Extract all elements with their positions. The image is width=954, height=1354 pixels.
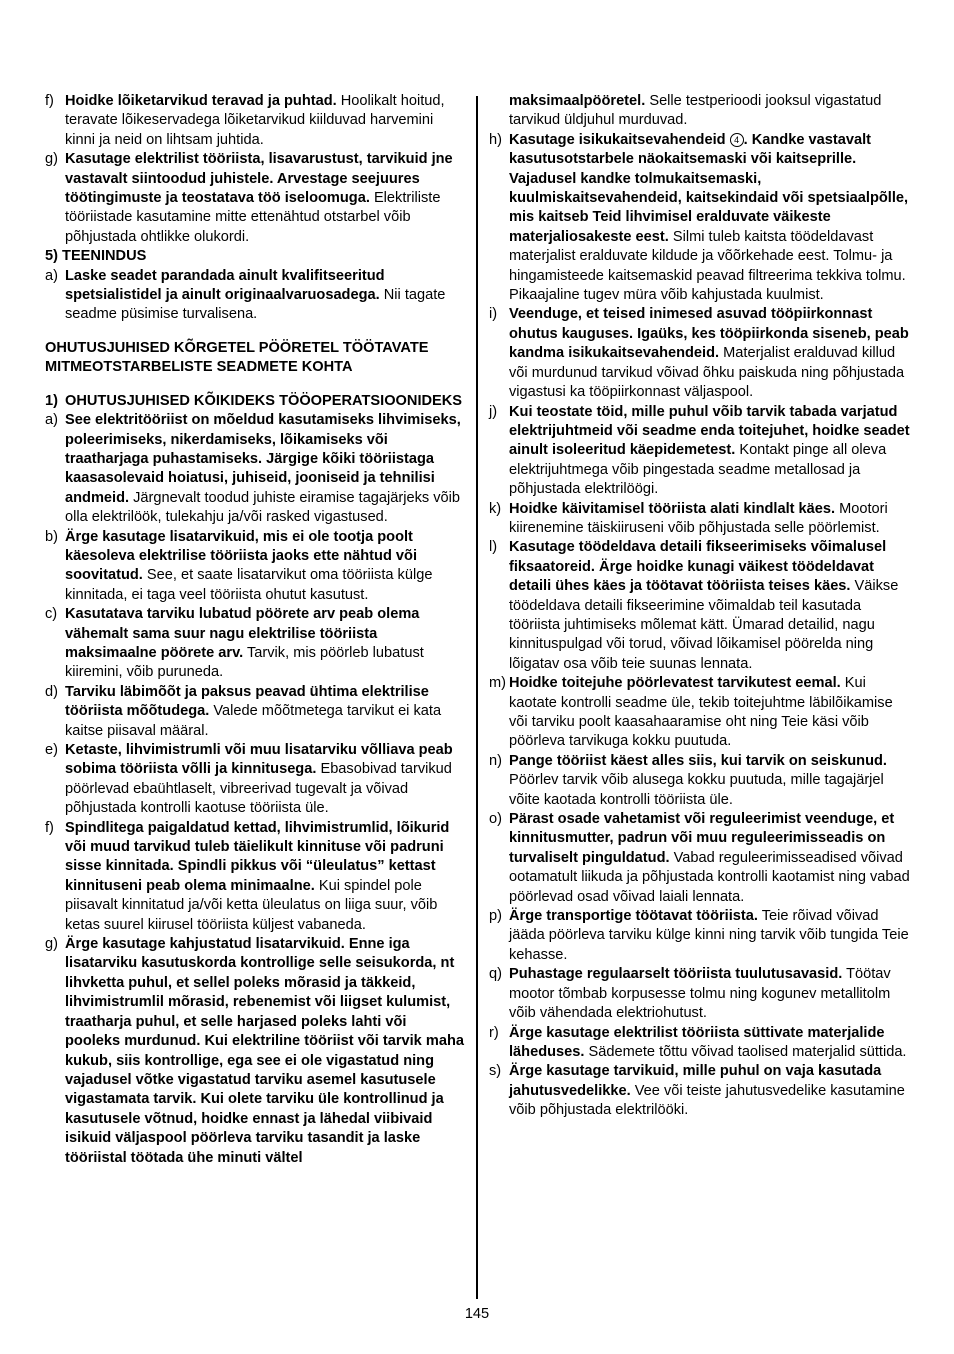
page-number: 145 — [464, 1306, 490, 1322]
item-bold-text: Hoidke lõiketarvikud teravad ja puhtad. — [65, 93, 337, 109]
item-text — [509, 403, 911, 500]
item-text — [509, 500, 911, 539]
list-item-m-cord-clear — [489, 674, 911, 752]
section-heading: OHUTUSJUHISED KÕRGETEL PÖÖRETEL TÖÖTAVATE MITMEOTSTARBELISTE SEADMETE KOHTA — [45, 339, 429, 376]
list-item-j-insulated-grips — [489, 403, 911, 500]
sub-heading-number: 1) — [45, 392, 58, 409]
item-text — [509, 674, 911, 752]
item-normal-text: Valede mõõtmetega tarvikut ei kata kaitse piisaval määral. — [65, 703, 442, 739]
item-text — [65, 605, 465, 683]
item-text — [65, 150, 465, 247]
list-item-q-air-vents — [489, 965, 911, 1023]
item-normal-text: Nii tagate seadme püsimise turvalisena. — [65, 287, 446, 323]
item-normal-text: Materjalist eralduvad killud või murdunud tarvikud võivad õhku paiskuda ning põhjustada vigastusi ka tööpiirkonnast väljaspool. — [509, 345, 905, 401]
item-text — [509, 907, 911, 965]
item-text — [509, 538, 911, 674]
list-item-f-mandrel-mounted — [45, 819, 465, 935]
list-item-o-adjustments — [489, 810, 911, 907]
item-marker: n) — [489, 752, 502, 769]
item-marker: j) — [489, 403, 498, 420]
item-normal-text: Hoolikalt hoitud, teravate lõikeservadega lõiketarvikud kiilduvad harvemini kinni ja neid on lihtsam juhtida. — [65, 93, 445, 148]
item-marker: a) — [45, 412, 58, 429]
item-normal-text: Vabad reguleerimisseadised võivad ootamatult liikuda ja põhjustada kontrolli kaotamist ning vabad pöörlevad osad võivad laiali lennata. — [509, 849, 910, 905]
item-normal-text: Kui kaotate kontrolli seadme üle, tekib toitejuhtme läbilõikamise või tarviku poolt kaasahaaramise oht ning Teie käsi võib pöörleva tarvikuga kokku puutuda. — [509, 675, 893, 750]
item-text — [65, 741, 465, 819]
item-normal-text: Kontakt pinge all oleva elektrijuhtmega võib pingestada seadme metallosad ja põhjustada elektrilöögi. — [509, 442, 887, 498]
item-text — [65, 267, 465, 325]
item-normal-text: Vee või teiste jahutusvedelike kasutamine võib põhjustada elektrilööki. — [509, 1082, 905, 1119]
item-marker: c) — [45, 606, 58, 623]
item-marker: k) — [489, 500, 502, 517]
item-normal-text: Töötav mootor tõmbab korpusesse tolmu ning kogunev metallitolm võib vähendada elektriohutust. — [509, 966, 891, 1022]
sub-heading-text: OHUTUSJUHISED KÕIKIDEKS TÖÖOPERATSIOONIDEKS — [65, 392, 463, 409]
item-bold-text: Puhastage regulaarselt tööriista tuulutusavasid. — [509, 966, 843, 983]
item-marker: m) — [489, 675, 507, 692]
list-item-g-use-per-instructions — [45, 150, 465, 247]
item-text — [509, 810, 911, 907]
item-text — [65, 92, 465, 150]
list-item-a-repair — [45, 267, 465, 325]
item-bold-text: Hoidke toitejuhe pöörlevatest tarvikutest eemal. — [509, 675, 841, 692]
item-text — [509, 131, 911, 306]
item-normal-text: Pöörlev tarvik võib alusega kokku puutuda, mille tagajärjel võite kaotada kontrolli tööriista üle. — [509, 772, 884, 808]
item-text — [65, 683, 465, 741]
item-text — [65, 411, 465, 527]
item-bold-text: maksimaalpööretel. — [509, 93, 646, 109]
item-bold-text: Kasutage isikukaitsevahendeid — [509, 131, 730, 148]
item-text — [509, 752, 911, 810]
item-marker: a) — [45, 267, 58, 284]
item-bold-text: Ärge transportige töötavat tööriista. — [509, 908, 758, 925]
item-bold-text: See elektritööriist on mõeldud kasutamiseks lihvimiseks, poleerimiseks, nikerdamiseks, lõikamiseks või traatharjaga puhastamiseks. Järgige kõiki tööriistaga kaasasolevaid hoiatusi, juhiseid, jooniseid ja tehnilisi andmeid. — [65, 412, 461, 506]
continued-text — [489, 92, 911, 131]
item-bold-text: Ketaste, lihvimistrumli või muu lisatarviku võlliava peab sobima tööriista võlli ja kinnitusega. — [65, 742, 453, 778]
item-marker: e) — [45, 742, 58, 758]
list-item-l-clamps — [489, 538, 911, 674]
service-heading: 5) TEENINDUS — [45, 248, 147, 265]
item-bold-text: Kui teostate töid, mille puhul võib tarvik tabada varjatud elektrijuhtmeid või seadme enda toitejuhet, hoidke seadet ainult isoleeritud käepidemetest. — [509, 403, 910, 459]
item-text — [65, 528, 465, 606]
item-normal-text: Kui spindel pole piisavalt kinnitatud ja/või ketta üleulatus on liiga suur, võib ketas suurel kiirusel tööriista küljest vabaneda. — [65, 877, 438, 933]
item-normal-text: See, et saate lisatarvikut oma tööriista külge kinnitada, ei taga veel tööriista ohutut kasutust. — [65, 567, 433, 603]
item-bold-text: Kasutage töödeldava detaili fikseerimiseks võimalusel fiksaatoreid. Ärge hoidke kunagi väikest töödeldavat detaili ühes käes ja töötavat tööriista teises käes. — [509, 539, 887, 595]
item-bold-text: Pange tööriist käest alles siis, kui tarvik on seiskunud. — [509, 752, 887, 769]
list-item-c-rated-speed — [45, 605, 465, 683]
item-bold-text: Ärge kasutage kahjustatud lisatarvikuid. Enne iga lisatarviku kasutuskorda kontrollige selle seisukorda, nt lihvketta puhul, et sellel poleks mõrasid ja täkkeid, lihvimistrumlil mõrasid, rebenemist või liigset kulumist, traatharja puhul, et selle harjased poleks lahti või pooleks murdunud. Kui elektriline tööriist või tarvik maha kukub, siis kontrollige, ega see ei ole vigastatud ning vajadusel võtke vigastatud tarviku asemel kasutusele vigastamata tarvik. Kui olete tarviku üle kontrollinud ja kasutusele võtnud, hoidke ennast ja lähedal viibivaid isikuid väljaspool pöörleva tarviku tasandit ja laske tööriistal töötada ühe minuti vältel — [65, 936, 464, 1166]
item-text — [509, 965, 911, 1023]
item-marker: g) — [45, 936, 58, 953]
item-bold-text: Tarviku läbimõõt ja paksus peavad ühtima elektrilise tööriista mõõtudega. — [65, 683, 429, 720]
item-normal-text: Teie rõivad võivad jääda pöörleva tarviku külge kinni ning tarvik võib tungida Teie kehasse. — [509, 908, 909, 963]
item-bold-text: Kasutage elektrilist tööriista, lisavarustust, tarvikuid jne vastavalt siintoodud juhistele. Arvestage seejuures töötingimuste ja teostatava töö iseloomuga. — [65, 151, 453, 207]
item-marker: o) — [489, 811, 502, 828]
item-marker: f) — [45, 93, 54, 109]
item-marker: p) — [489, 908, 502, 925]
circled-number-icon: 4 — [730, 133, 744, 147]
list-item-a-intended-use — [45, 411, 465, 527]
list-item-f-cutting-tools — [45, 92, 465, 150]
item-bold-text: Ärge kasutage tarvikuid, mille puhul on vaja kasutada jahutusvedelikke. — [509, 1063, 882, 1099]
item-normal-text: Silmi tuleb kaitsta töödeldavast materjalist eralduvate kildude ja võõrkehade eest. Tolmu- ja hingamisteede kaitsemaskid peavad filtreerima tekkiva tolmu. Pikaajaline tugev müra võib kahjustada kuulmist. — [509, 228, 906, 304]
item-marker: r) — [489, 1024, 499, 1041]
item-bold-text: Ärge kasutage elektrilist tööriista süttivate materjalide läheduses. — [509, 1024, 885, 1060]
item-marker: b) — [45, 528, 58, 545]
item-bold-text: Laske seadet parandada ainult kvalifitseeritud spetsialistidel ja ainult originaalvaruosadega. — [65, 267, 385, 304]
list-item-s-coolants — [489, 1062, 911, 1120]
item-normal-text: Elektriliste tööriistade kasutamine mitte ettenähtud otstarbel võib põhjustada ohtlikke olukordi. — [65, 190, 441, 245]
item-bold-text: Spindlitega paigaldatud kettad, lihvimistrumlid, lõikurid või muud tarvikud tuleb täielikult kinnituse või padruni sisse kinnitada. Spindli pikkus või “üleulatus” kettast kinnituseni peab olema minimaalne. — [65, 819, 450, 894]
item-bold-text: Ärge kasutage lisatarvikuid, mis ei ole tootja poolt käesoleva elektrilise tööriista jaoks ette nähtud või soovitatud. — [65, 528, 418, 584]
item-marker: f) — [45, 819, 54, 836]
item-bold-text: . Kandke vastavalt kasutusotstarbele näokaitsemaski või kaitseprille. Vajadusel kandke tolmukaitsemaski, kuulmiskaitsevahendeid, kaitsekindaid või spetsiaalpõlle, mis kaitseb Teid lihvimisel eralduvate väikeste materjaliosakeste eest. — [509, 131, 909, 245]
list-item-h-ppe — [489, 131, 911, 306]
item-text — [509, 1062, 911, 1120]
item-marker: h) — [489, 131, 502, 148]
item-marker: g) — [45, 151, 58, 168]
list-item-b-accessories — [45, 528, 465, 606]
column-divider — [476, 96, 478, 1299]
item-normal-text: Tarvik, mis pöörleb lubatust kiiremini, võib puruneda. — [65, 644, 424, 681]
list-item-d-diameter — [45, 683, 465, 741]
item-marker: d) — [45, 683, 58, 700]
item-text — [509, 1024, 911, 1063]
list-item-k-start-firmly — [489, 500, 911, 539]
item-normal-text: Väikse töödeldava detaili fikseerimine võimaldab teil kasutada tööriista juhtimiseks mõlemat kätt. Ümarad detailid, nagu kinnituspulgad või torud, võivad lõikamisel pöörelda ning lõigatav osa võib teie suunas lennata. — [509, 578, 899, 672]
item-bold-text: Veenduge, et teised inimesed asuvad tööpiirkonnast ohutus kauguses. Igaüks, kes tööpiirkonda siseneb, peab kandma isikukaitsevahendeid. — [509, 306, 909, 362]
list-item-i-bystanders — [489, 305, 911, 402]
item-marker: q) — [489, 966, 502, 983]
item-normal-text: Selle testperioodi jooksul vigastatud tarvikud üldjuhul murduvad. — [509, 93, 882, 129]
item-bold-text: Hoidke käivitamisel tööriista alati kindlalt käes. — [509, 500, 836, 517]
list-item-r-flammables — [489, 1024, 911, 1063]
left-column — [45, 92, 465, 1168]
item-normal-text: Sädemete tõttu võivad taolised materjalid süttida. — [584, 1043, 907, 1060]
sub-heading — [45, 392, 465, 411]
item-text — [509, 305, 911, 402]
list-item-n-lay-down — [489, 752, 911, 810]
item-marker: i) — [489, 306, 498, 323]
list-item-g-damaged-accessories — [45, 935, 465, 1168]
item-text — [65, 935, 465, 1168]
item-normal-text: Mootori kiirenemine täiskiiruseni võib põhjustada selle pöörlemist. — [509, 500, 888, 536]
item-marker: l) — [489, 539, 498, 556]
list-item-p-carrying — [489, 907, 911, 965]
item-normal-text: Järgnevalt toodud juhiste eiramise tagajärjeks võib olla elektrilöök, tulekahju ja/või rasked vigastused. — [65, 489, 461, 526]
item-normal-text: Ebasobivad tarvikud pöörlevad ebaühtlaselt, vibreerivad tugevalt ja võivad põhjustada kontrolli kaotuse tööriista üle. — [65, 761, 452, 817]
item-marker: s) — [489, 1063, 502, 1080]
item-bold-text: Kasutatava tarviku lubatud pöörete arv peab olema vähemalt sama suur nagu elektrilise tööriista maksimaalne pöörete arv. — [65, 606, 420, 661]
list-item-e-arbor-hole — [45, 741, 465, 819]
right-column — [489, 92, 911, 1121]
item-bold-text: Pärast osade vahetamist või reguleerimist veenduge, et kinnitusmutter, padrun või muu reguleerimisseadis on turvaliselt pinguldatud. — [509, 811, 895, 866]
item-text — [65, 819, 465, 935]
